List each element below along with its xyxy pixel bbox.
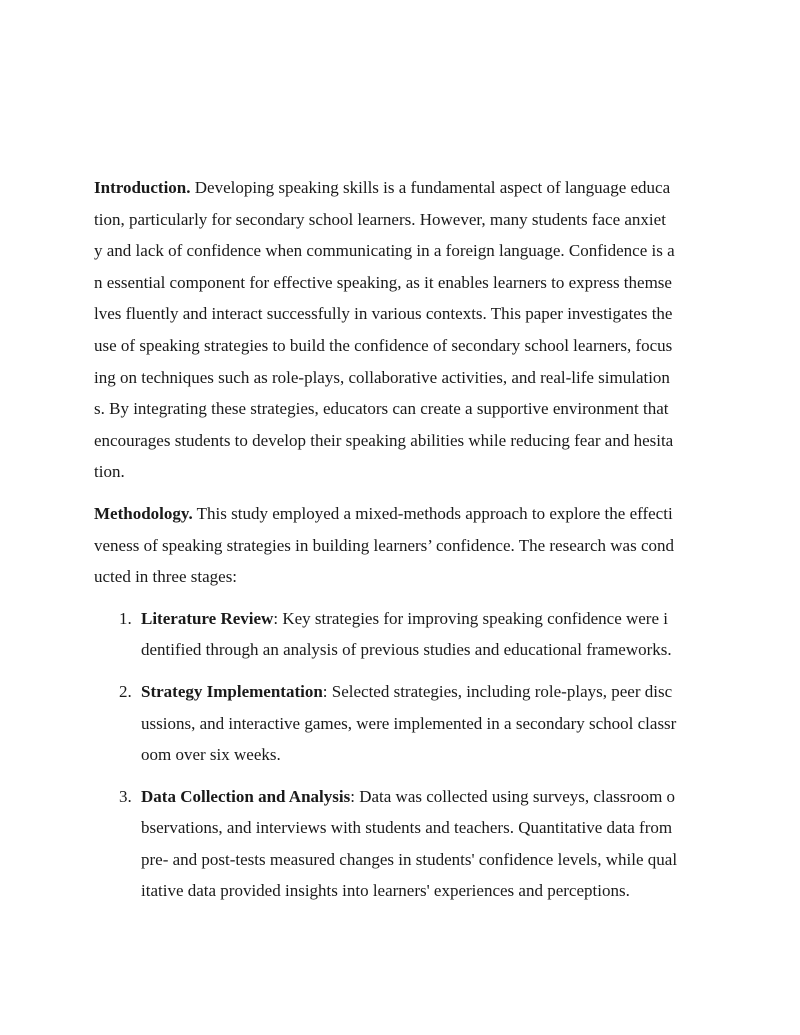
intro-line: use of speaking strategies to build the confidence of secondary school learners, focus xyxy=(94,335,673,355)
stage-line: Strategy Implementation: Selected strategies, including role-plays, peer disc xyxy=(141,681,673,701)
list-number: 1. xyxy=(119,608,132,628)
intro-line: ing on techniques such as role-plays, collaborative activities, and real-life simulation xyxy=(94,367,670,387)
list-number: 3. xyxy=(119,786,132,806)
stage-term: Strategy Implementation xyxy=(141,681,323,701)
stages-list xyxy=(94,603,708,907)
intro-line: tion. xyxy=(94,462,125,482)
stage-line: dentified through an analysis of previous studies and educational frameworks. xyxy=(141,640,672,660)
stage-line: ussions, and interactive games, were implemented in a secondary school classr xyxy=(141,713,677,733)
stage-line: bservations, and interviews with students and teachers. Quantitative data from xyxy=(141,818,673,838)
intro-line: n essential component for effective speaking, as it enables learners to express themse xyxy=(94,272,672,292)
methodology-line: veness of speaking strategies in building learners’ confidence. The research was cond xyxy=(94,535,674,555)
list-item xyxy=(94,603,708,666)
list-number: 2. xyxy=(119,681,132,701)
list-item xyxy=(94,676,708,771)
intro-line: s. By integrating these strategies, educators can create a supportive environment that xyxy=(94,399,669,419)
methodology-heading: Methodology. xyxy=(94,503,193,523)
methodology-line: ucted in three stages: xyxy=(94,567,238,587)
introduction-heading: Introduction. xyxy=(94,178,191,197)
stage-line: Data Collection and Analysis: Data was collected using surveys, classroom o xyxy=(141,786,676,806)
intro-line: encourages students to develop their speaking abilities while reducing fear and hesita xyxy=(94,430,674,450)
intro-line: Introduction. Developing speaking skills is a fundamental aspect of language educa xyxy=(94,178,671,197)
introduction-paragraph xyxy=(94,172,708,488)
intro-line: y and lack of confidence when communicating in a foreign language. Confidence is a xyxy=(94,241,675,261)
stage-term: Data Collection and Analysis xyxy=(141,786,351,806)
stage-line: Literature Review: Key strategies for improving speaking confidence were i xyxy=(141,608,668,628)
methodology-paragraph xyxy=(94,498,708,593)
intro-line: lves fluently and interact successfully in various contexts. This paper investigates the xyxy=(94,304,673,324)
stage-term: Literature Review xyxy=(141,608,274,628)
stage-line: pre- and post-tests measured changes in students' confidence levels, while qual xyxy=(141,849,678,869)
methodology-line: Methodology. This study employed a mixed-methods approach to explore the effecti xyxy=(94,503,673,523)
list-item xyxy=(94,781,708,907)
stage-line: itative data provided insights into learners' experiences and perceptions. xyxy=(141,881,630,901)
document-body xyxy=(94,172,708,907)
intro-line: tion, particularly for secondary school learners. However, many students face anxiet xyxy=(94,209,666,229)
stage-line: oom over six weeks. xyxy=(141,745,281,765)
